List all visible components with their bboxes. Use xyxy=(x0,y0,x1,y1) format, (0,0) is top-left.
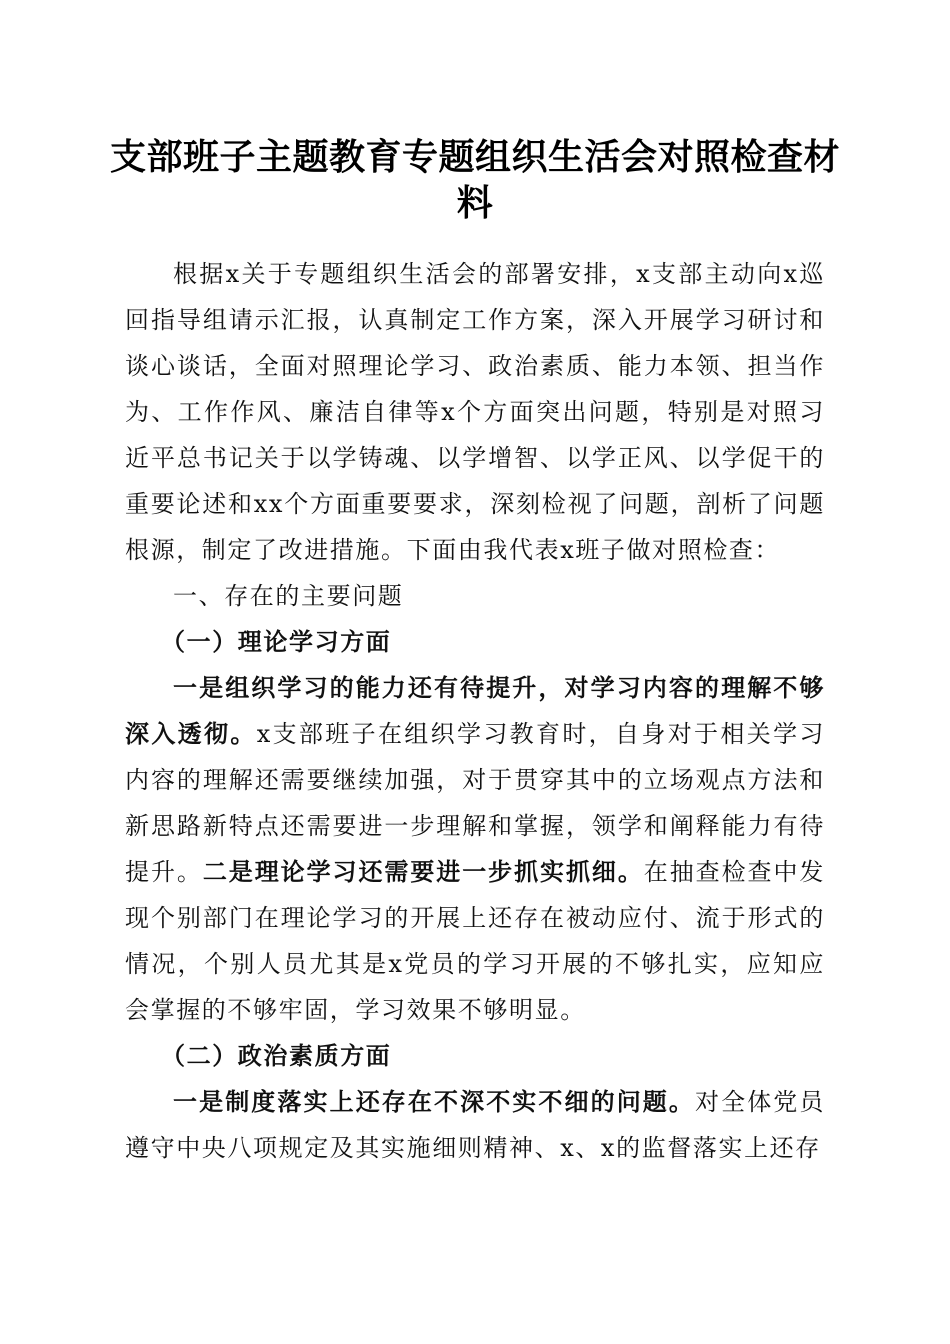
document-body xyxy=(125,251,825,1171)
political-quality-paragraph xyxy=(125,1079,825,1171)
theory-study-body-1: x支部班子在组织学习教育时，自身对于相关学习内容的理解还需要继续加强，对于贯穿其中的立场观点方法和新思路新特点还需要进一步理解和掌握，领学和阐释能力有待提升。 xyxy=(125,720,826,886)
theory-study-body-2: 在抽查检查中发现个别部门在理论学习的开展上还存在被动应付、流于形式的情况，个别人员尤其是x党员的学习开展的不够扎实，应知应会掌握的不够牢固，学习效果不够明显。 xyxy=(125,858,826,1024)
theory-study-lead-2: 二是理论学习还需要进一步抓实抓细。 xyxy=(202,857,644,886)
intro-paragraph: 根据x关于专题组织生活会的部署安排，x支部主动向x巡回指导组请示汇报，认真制定工作方案，深入开展学习研讨和谈心谈话，全面对照理论学习、政治素质、能力本领、担当作为、工作作风、廉洁自律等x个方面突出问题，特别是对照习近平总书记关于以学铸魂、以学增智、以学正风、以学促干的重要论述和xx个方面重要要求，深刻检视了问题，剖析了问题根源，制定了改进措施。下面由我代表x班子做对照检查： xyxy=(125,260,825,564)
theory-study-paragraph xyxy=(125,665,825,1033)
theory-study-lead-1: 一是组织学习的能力还有待提升，对学习内容的理解不够深入透彻。 xyxy=(125,673,825,748)
section-heading-main-problems: 一、存在的主要问题 xyxy=(173,582,404,610)
political-quality-lead: 一是制度落实上还存在不深不实不细的问题。 xyxy=(173,1087,695,1116)
subsection-heading-political-quality: （二）政治素质方面 xyxy=(161,1041,392,1070)
document-title: 支部班子主题教育专题组织生活会对照检查材料 xyxy=(110,136,841,224)
subsection-heading-theory-study: （一）理论学习方面 xyxy=(161,627,392,656)
political-quality-body: 对全体党员遵守中央八项规定及其实施细则精神、x、x的监督落实上还存 xyxy=(125,1088,825,1162)
